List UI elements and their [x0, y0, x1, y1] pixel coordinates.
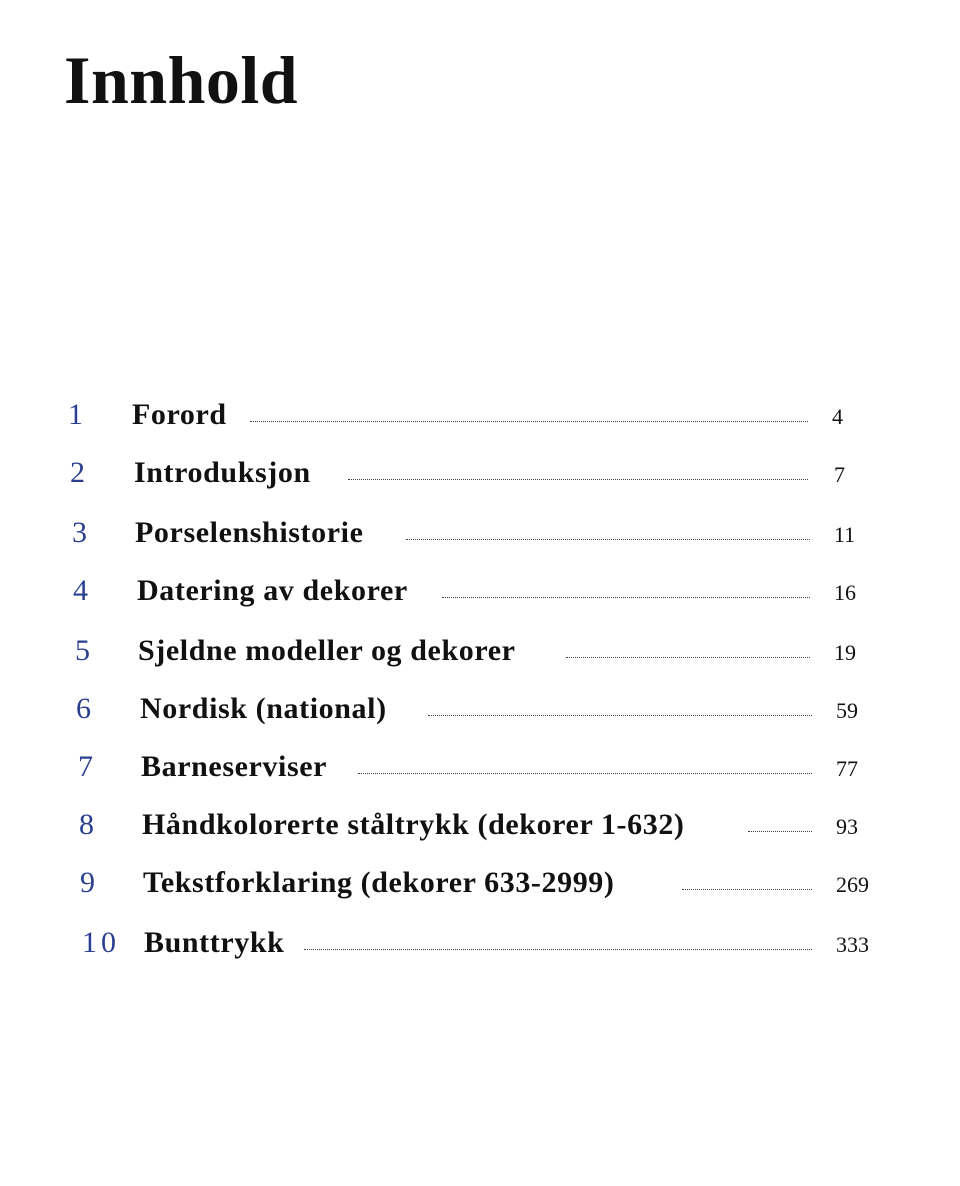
toc-entry-number: 4	[73, 574, 88, 607]
toc-entry-1	[0, 390, 960, 430]
toc-leader-dots	[406, 539, 810, 540]
toc-entry-page: 19	[834, 640, 856, 665]
toc-entry-5	[0, 626, 960, 666]
toc-entry-page: 4	[832, 404, 843, 429]
toc-entry-title: Introduksjon	[134, 456, 311, 489]
page-title: Innhold	[64, 42, 299, 118]
toc-entry-title: Sjeldne modeller og dekorer	[138, 634, 516, 667]
toc-entry-title: Datering av dekorer	[137, 574, 408, 607]
toc-entry-number: 3	[72, 516, 87, 549]
toc-entry-3	[0, 508, 960, 548]
toc-entry-2	[0, 448, 960, 488]
toc-entry-page: 93	[836, 814, 858, 839]
toc-entry-title: Tekstforklaring (dekorer 633-2999)	[143, 866, 615, 899]
toc-entry-page: 59	[836, 698, 858, 723]
toc-entry-7	[0, 742, 960, 782]
toc-leader-dots	[428, 715, 812, 716]
toc-entry-number: 9	[80, 866, 95, 899]
toc-entry-number: 1	[68, 398, 83, 431]
toc-entry-title: Porselenshistorie	[135, 516, 364, 549]
toc-entry-9	[0, 858, 960, 898]
toc-entry-number: 8	[79, 808, 94, 841]
toc-entry-page: 16	[834, 580, 856, 605]
toc-entry-page: 269	[836, 872, 869, 897]
toc-entry-page: 7	[834, 462, 845, 487]
toc-entry-number: 6	[76, 692, 91, 725]
toc-entry-8	[0, 800, 960, 840]
toc-leader-dots	[304, 949, 812, 950]
toc-entry-title: Bunttrykk	[144, 926, 285, 959]
toc-entry-number: 10	[82, 926, 120, 959]
toc-leader-dots	[566, 657, 810, 658]
toc-leader-dots	[348, 479, 808, 480]
toc-entry-title: Nordisk (national)	[140, 692, 387, 725]
toc-entry-4	[0, 566, 960, 606]
toc-leader-dots	[358, 773, 812, 774]
toc-leader-dots	[250, 421, 808, 422]
toc-entry-number: 5	[75, 634, 90, 667]
toc-entry-number: 2	[70, 456, 85, 489]
toc-leader-dots	[748, 831, 812, 832]
toc-entry-title: Håndkolorerte ståltrykk (dekorer 1-632)	[142, 808, 685, 841]
toc-entry-title: Forord	[132, 398, 227, 431]
toc-leader-dots	[682, 889, 812, 890]
toc-entry-number: 7	[78, 750, 93, 783]
toc-entry-6	[0, 684, 960, 724]
toc-entry-page: 11	[834, 522, 856, 547]
toc-entry-page: 333	[836, 932, 869, 957]
toc-leader-dots	[442, 597, 810, 598]
toc-entry-10	[0, 918, 960, 958]
toc-entry-title: Barneserviser	[141, 750, 328, 783]
toc-entry-page: 77	[836, 756, 858, 781]
